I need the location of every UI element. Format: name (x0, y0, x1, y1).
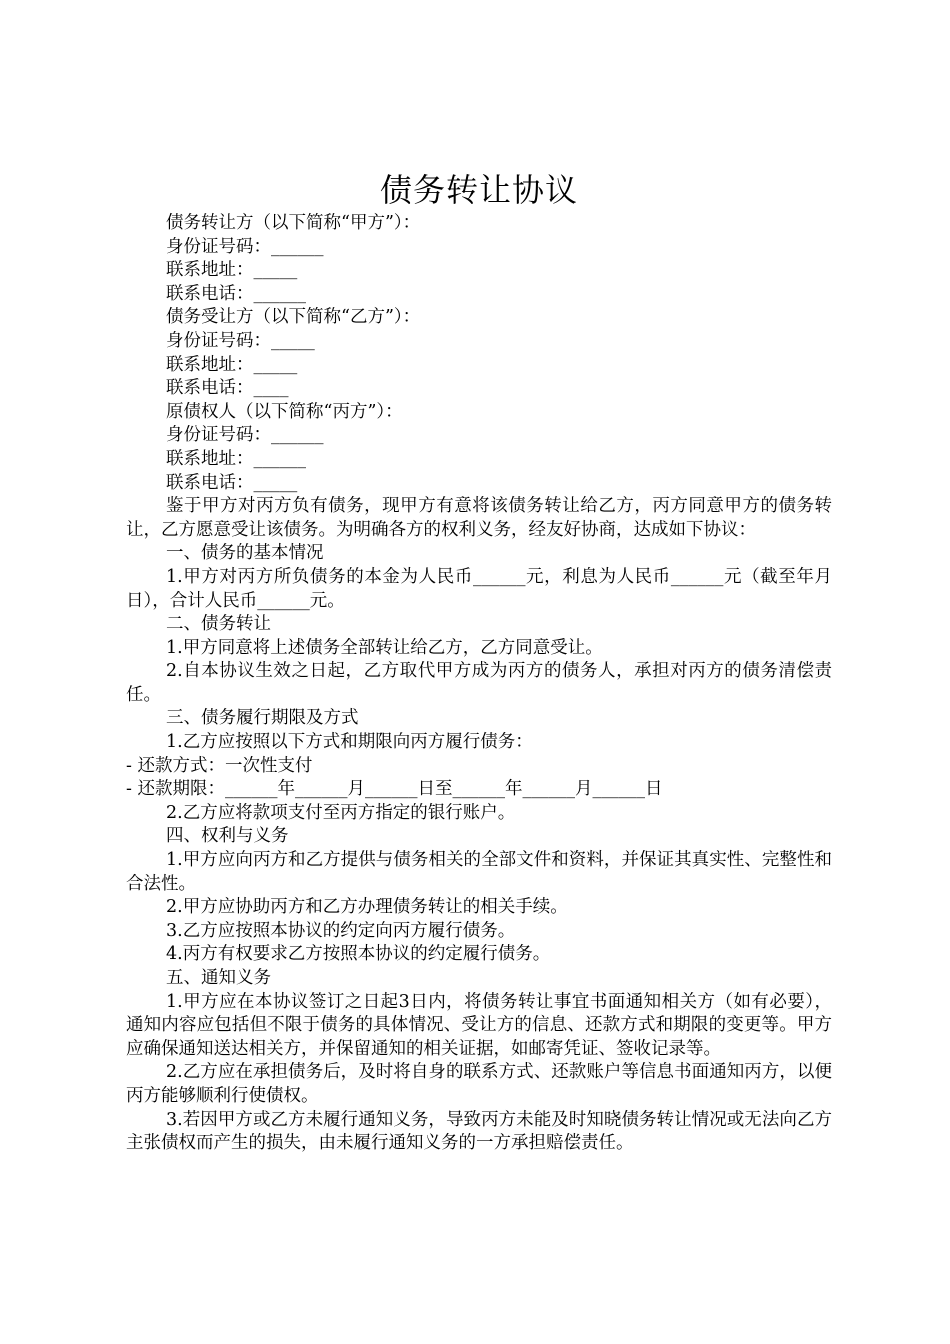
section-item: 2.自本协议生效之日起，乙方取代甲方成为丙方的债务人，承担对丙方的债务清偿责任。 (126, 661, 832, 705)
party-b-phone: 联系电话：____ (166, 378, 289, 399)
section-item: 3.若因甲方或乙方未履行通知义务，导致丙方未能及时知晓债务转让情况或无法向乙方主张债权而产生的损失，由未履行通知义务的一方承担赔偿责任。 (126, 1109, 832, 1154)
party-c-id-number: 身份证号码：______ (166, 425, 324, 446)
section-item: 1.甲方应在本协议签订之日起3日内，将债务转让事宜书面通知相关方（如有必要），通知内容应包括但不限于债务的具体情况、受让方的信息、还款方式和期限的变更等。甲方应确保通知送达相关方，并保留通知的相关证据，如邮寄凭证、签收记录等。 (126, 991, 832, 1059)
section-item: 2.甲方应协助丙方和乙方办理债务转让的相关手续。 (166, 897, 568, 918)
section-item: 4.丙方有权要求乙方按照本协议的约定履行债务。 (166, 944, 551, 965)
party-a-heading: 债务转让方（以下简称“甲方”）： (166, 213, 421, 233)
party-a-id-number: 身份证号码：______ (166, 236, 324, 257)
party-a-phone: 联系电话：______ (166, 283, 306, 304)
section-item: 2.乙方应在承担债务后，及时将自身的联系方式、还款账户等信息书面通知丙方，以便丙方能够顺利行使债权。 (126, 1062, 832, 1106)
section-item: - 还款期限：______年______月______日至______年______月______日 (126, 779, 663, 800)
section-item: 1.乙方应按照以下方式和期限向丙方履行债务： (166, 732, 533, 753)
section-item: 1.甲方应向丙方和乙方提供与债务相关的全部文件和资料，并保证其真实性、完整性和合法性。 (126, 850, 832, 894)
party-b-id-number: 身份证号码：_____ (166, 330, 315, 351)
document-body (126, 212, 832, 1156)
party-b-address: 联系地址：_____ (166, 354, 298, 375)
party-a-address: 联系地址：_____ (166, 260, 298, 281)
document-page (126, 168, 832, 1156)
section-item: - 还款方式：一次性支付 (126, 755, 313, 776)
party-c-phone: 联系电话：_____ (166, 472, 298, 493)
section-item: 1.甲方对丙方所负债务的本金为人民币______元，利息为人民币______元（截至年月日），合计人民币______元。 (126, 566, 832, 611)
preamble-paragraph: 鉴于甲方对丙方负有债务，现甲方有意将该债务转让给乙方，丙方同意甲方的债务转让，乙方愿意受让该债务。为明确各方的权利义务，经友好协商，达成如下协议： (126, 496, 832, 540)
document-title: 债务转让协议 (379, 171, 578, 209)
section-heading: 一、债务的基本情况 (166, 543, 324, 564)
party-c-address: 联系地址：______ (166, 448, 306, 469)
section-item: 2.乙方应将款项支付至丙方指定的银行账户。 (166, 802, 516, 823)
section-heading: 三、债务履行期限及方式 (166, 708, 359, 729)
party-b-heading: 债务受让方（以下简称“乙方”）： (166, 307, 421, 328)
party-c-heading: 原债权人（以下简称“丙方”）： (166, 401, 403, 422)
section-heading: 五、通知义务 (166, 968, 271, 988)
section-item: 1.甲方同意将上述债务全部转让给乙方，乙方同意受让。 (166, 637, 603, 658)
section-heading: 二、债务转让 (166, 614, 271, 635)
section-item: 3.乙方应按照本协议的约定向丙方履行债务。 (166, 920, 516, 941)
section-heading: 四、权利与义务 (166, 826, 289, 847)
